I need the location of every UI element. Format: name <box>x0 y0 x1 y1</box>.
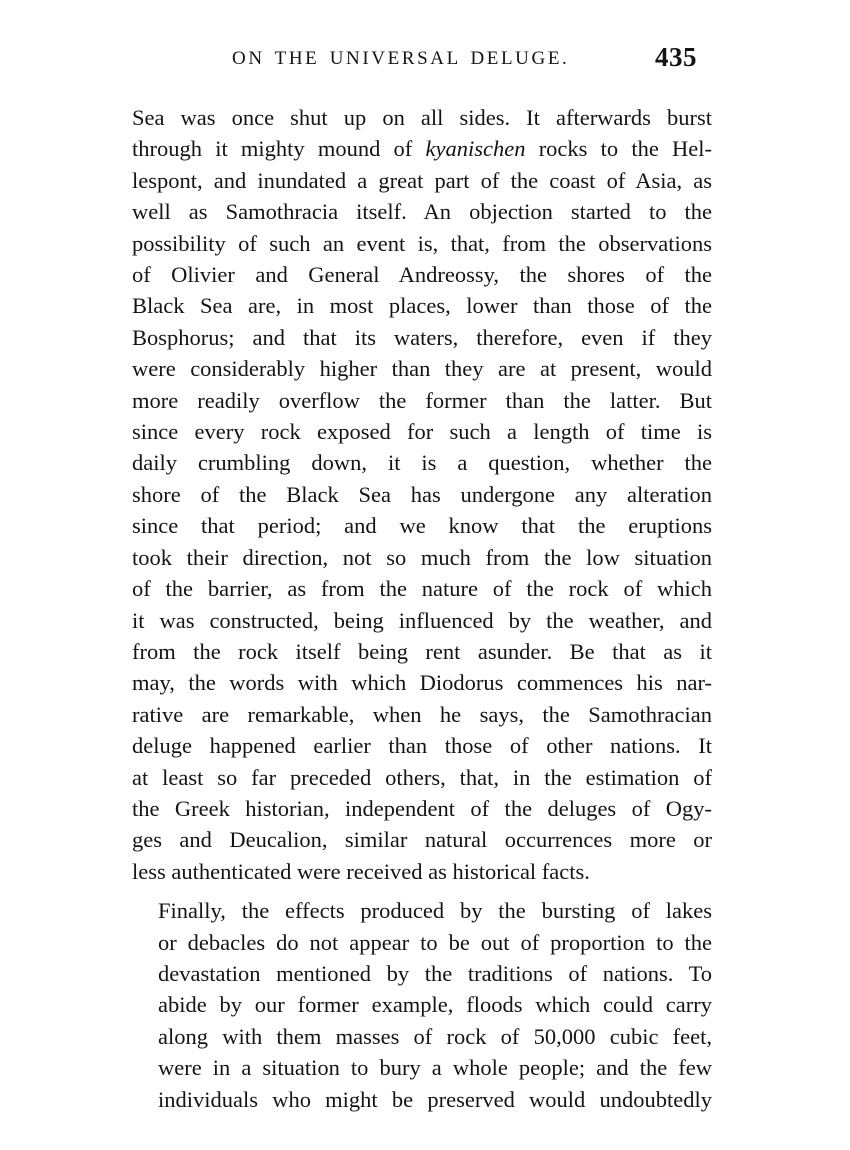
text-line: devastation mentioned by the traditions of nations. To <box>158 960 712 986</box>
body-text <box>132 102 712 1115</box>
text-line: the Greek historian, independent of the deluges of Ogy- <box>132 795 712 821</box>
text-line: Bosphorus; and that its waters, therefore, even if they <box>132 324 712 350</box>
text-line <box>132 133 712 164</box>
text-line: ges and Deucalion, similar natural occurrences more or <box>132 827 712 853</box>
text-line: deluge happened earlier than those of other nations. It <box>132 733 712 759</box>
text-line: since that period; and we know that the eruptions <box>132 513 712 539</box>
text-line: daily crumbling down, it is a question, whether the <box>132 450 712 476</box>
text-line: more readily overflow the former than the latter. But <box>132 387 712 413</box>
text-line: from the rock itself being rent asunder. Be that as it <box>132 638 712 664</box>
italic-term: kyanischen <box>425 136 526 162</box>
text-line: were in a situation to bury a whole people; and the few <box>158 1055 712 1081</box>
text-line: possibility of such an event is, that, from the observations <box>132 230 712 256</box>
text-line: Black Sea are, in most places, lower than those of the <box>132 293 712 319</box>
text-line: took their direction, not so much from the low situation <box>132 544 712 570</box>
text-fragment: through it mighty mound of <box>132 136 413 162</box>
text-line: along with them masses of rock of 50,000 cubic feet, <box>158 1023 712 1049</box>
paragraph-2 <box>132 895 712 1115</box>
text-line: well as Samothracia itself. An objection started to the <box>132 199 712 225</box>
text-line: individuals who might be preserved would undoubtedly <box>158 1086 712 1112</box>
text-fragment: rocks to the Hel- <box>538 136 712 162</box>
running-head: ON THE UNIVERSAL DELUGE. <box>232 48 570 69</box>
text-line: Finally, the effects produced by the bursting of lakes <box>158 898 712 924</box>
paragraph-1 <box>132 102 712 887</box>
page-number: 435 <box>655 42 697 72</box>
text-line: may, the words with which Diodorus commences his nar- <box>132 670 712 696</box>
text-line: lespont, and inundated a great part of the coast of Asia, as <box>132 167 712 193</box>
text-line: rative are remarkable, when he says, the Samothracian <box>132 701 712 727</box>
text-line: of Olivier and General Andreossy, the shores of the <box>132 262 712 288</box>
text-line: Sea was once shut up on all sides. It afterwards burst <box>132 105 712 130</box>
text-line: of the barrier, as from the nature of the rock of which <box>132 576 712 602</box>
text-line: less authenticated were received as historical facts. <box>132 858 590 884</box>
text-line: abide by our former example, floods which could carry <box>158 992 712 1018</box>
text-line: it was constructed, being influenced by the weather, and <box>132 607 712 633</box>
text-line: shore of the Black Sea has undergone any alteration <box>132 481 712 507</box>
text-line: were considerably higher than they are at present, would <box>132 356 712 382</box>
text-line: at least so far preceded others, that, in the estimation of <box>132 764 712 790</box>
text-line: or debacles do not appear to be out of proportion to the <box>158 929 712 955</box>
text-line: since every rock exposed for such a length of time is <box>132 419 712 445</box>
